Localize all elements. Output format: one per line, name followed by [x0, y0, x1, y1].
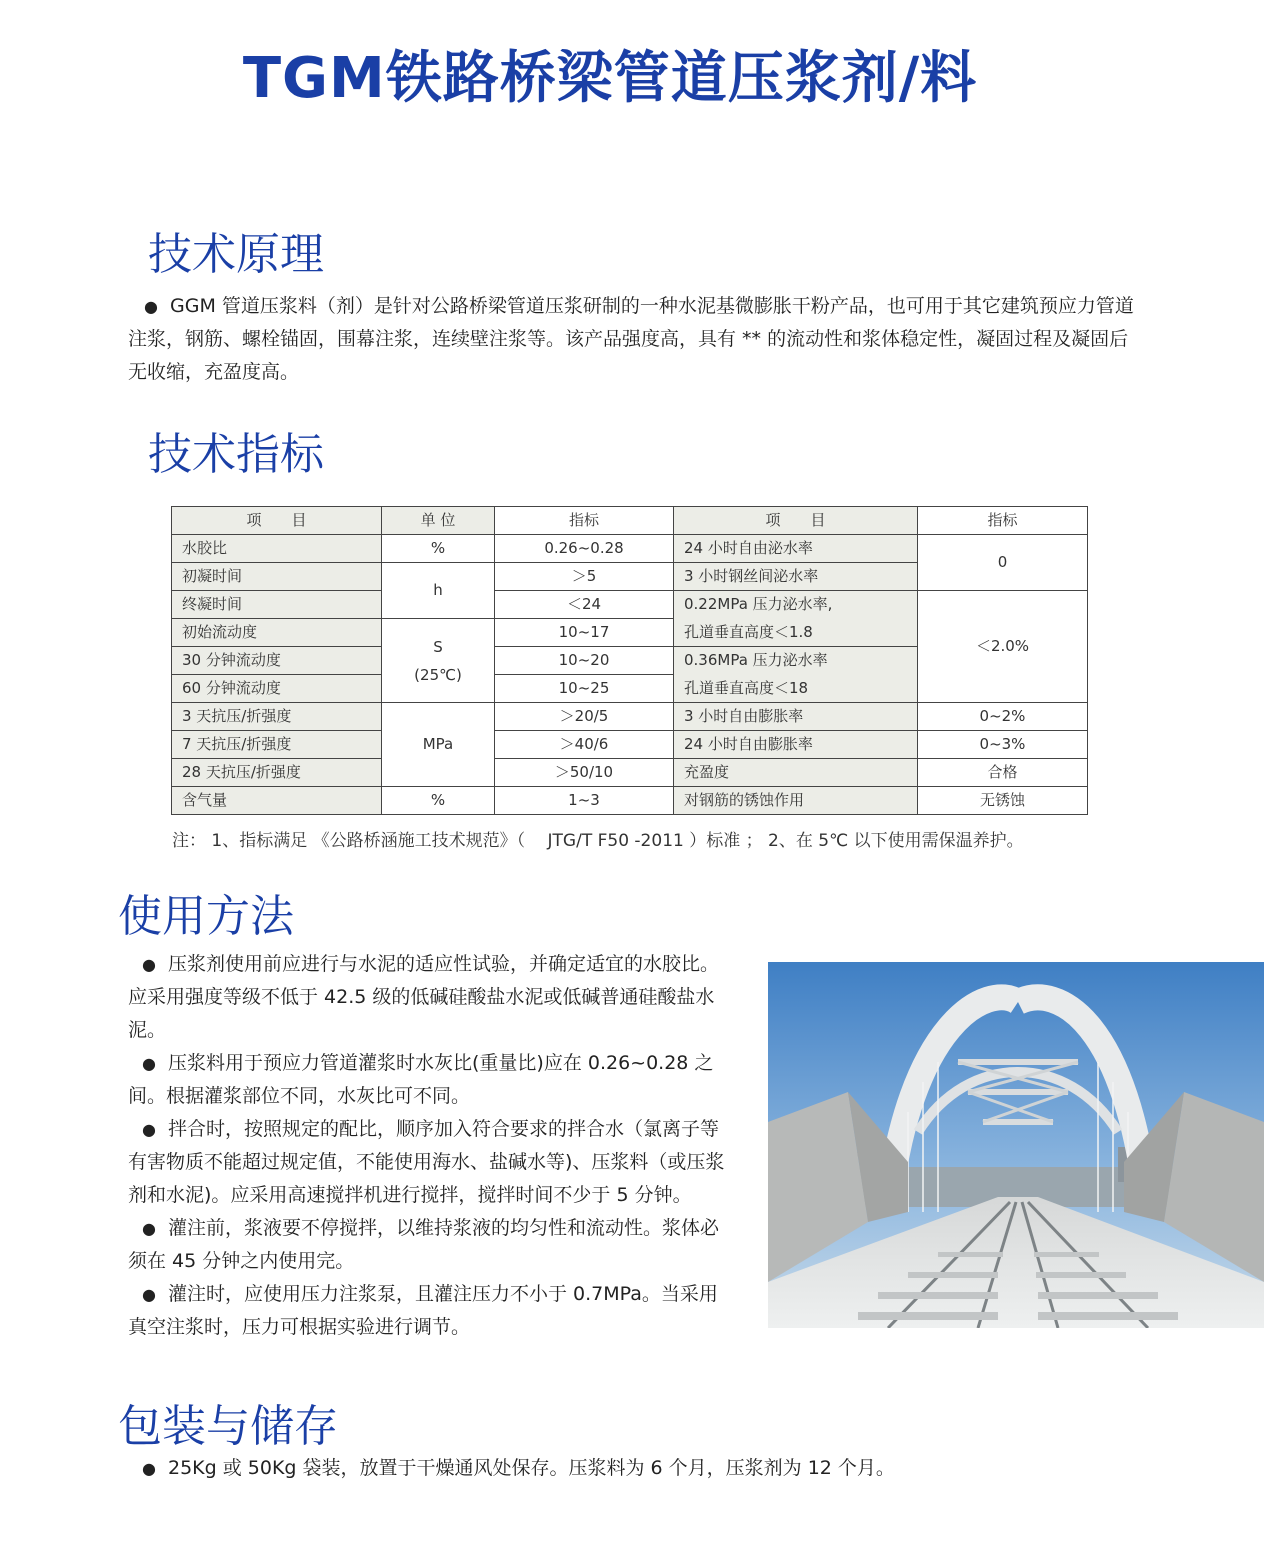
cell-item: 7 天抗压/折强度 [172, 731, 382, 759]
packaging-paragraph [128, 1452, 1128, 1485]
list-item: ● 拌合时，按照规定的配比，顺序加入符合要求的拌合水（氯离子等有害物质不能超过规定值，不能使用海水、盐碱水等)、压浆料（或压浆剂和水泥)。应采用高速搅拌机进行搅拌，搅拌时间不少于 5 分钟。 [128, 1113, 734, 1212]
cell-index: ＞5 [495, 563, 674, 591]
table-row [172, 535, 1088, 563]
cell-unit: % [382, 535, 495, 563]
cell-index: ＞40/6 [495, 731, 674, 759]
bullet-icon: ● [142, 1054, 156, 1073]
specs-heading: 技术指标 [148, 429, 324, 480]
table-header-row [172, 507, 1088, 535]
header-item2: 项 目 [674, 507, 918, 535]
cell-item2: 24 小时自由膨胀率 [674, 731, 918, 759]
cell-index2: 0~2% [918, 703, 1088, 731]
bullet-icon: ● [144, 297, 158, 316]
principle-heading: 技术原理 [148, 229, 324, 280]
cell-item: 初始流动度 [172, 619, 382, 647]
header-index2: 指标 [918, 507, 1088, 535]
cell-item: 含气量 [172, 787, 382, 815]
bullet-icon: ● [142, 955, 156, 974]
list-item: ● 压浆料用于预应力管道灌浆时水灰比(重量比)应在 0.26~0.28 之间。根据灌浆部位不同，水灰比可不同。 [128, 1047, 734, 1113]
bullet-icon: ● [142, 1120, 156, 1139]
packaging-text: 25Kg 或 50Kg 袋装，放置于干燥通风处保存。压浆料为 6 个月，压浆剂为 12 个月。 [168, 1457, 895, 1479]
cell-item2: 充盈度 [674, 759, 918, 787]
bullet-icon: ● [142, 1459, 156, 1478]
cell-item2: 孔道垂直高度＜1.8 [674, 619, 918, 647]
page-title: TGM铁路桥梁管道压浆剂/料 [242, 46, 978, 111]
cell-index2: 0~3% [918, 731, 1088, 759]
list-item: ● 灌注时，应使用压力注浆泵，且灌注压力不小于 0.7MPa。当采用真空注浆时，压力可根据实验进行调节。 [128, 1278, 734, 1344]
cell-item2: 孔道垂直高度＜18 [674, 675, 918, 703]
bridge-photo [768, 962, 1264, 1328]
cell-unit: MPa [382, 703, 495, 787]
cell-item2: 3 小时自由膨胀率 [674, 703, 918, 731]
cell-item2: 24 小时自由泌水率 [674, 535, 918, 563]
cell-unit-seconds [382, 619, 495, 703]
cell-unit: h [382, 563, 495, 619]
spec-table [171, 506, 1088, 815]
usage-list [128, 948, 734, 1344]
cell-unit: % [382, 787, 495, 815]
cell-item: 3 天抗压/折强度 [172, 703, 382, 731]
table-row [172, 703, 1088, 731]
cell-index: 10~25 [495, 675, 674, 703]
bullet-icon: ● [142, 1219, 156, 1238]
cell-index: 10~20 [495, 647, 674, 675]
cell-index: 1~3 [495, 787, 674, 815]
cell-index: ＞50/10 [495, 759, 674, 787]
cell-item2: 对钢筋的锈蚀作用 [674, 787, 918, 815]
table-row [172, 787, 1088, 815]
cell-item: 30 分钟流动度 [172, 647, 382, 675]
cell-item2: 0.36MPa 压力泌水率 [674, 647, 918, 675]
header-index: 指标 [495, 507, 674, 535]
table-note: 注： 1、指标满足 《公路桥涵施工技术规范》（ JTG/T F50 -2011 ）标准 ； 2、在 5℃ 以下使用需保温养护。 [172, 831, 1024, 851]
cell-index: ＜24 [495, 591, 674, 619]
cell-item: 终凝时间 [172, 591, 382, 619]
cell-index2: 无锈蚀 [918, 787, 1088, 815]
cell-item2: 3 小时钢丝间泌水率 [674, 563, 918, 591]
bullet-icon: ● [142, 1285, 156, 1304]
table-row [172, 759, 1088, 787]
cell-item: 28 天抗压/折强度 [172, 759, 382, 787]
cell-index: ＞20/5 [495, 703, 674, 731]
principle-text: GGM 管道压浆料（剂）是针对公路桥梁管道压浆研制的一种水泥基微膨胀干粉产品，也可用于其它建筑预应力管道注浆，钢筋、螺栓锚固，围幕注浆，连续壁注浆等。该产品强度高，具有 ** 的流动性和浆体稳定性，凝固过程及凝固后无收缩，充盈度高。 [128, 295, 1134, 383]
packaging-heading: 包装与储存 [118, 1401, 338, 1452]
table-row [172, 731, 1088, 759]
cell-index: 0.26~0.28 [495, 535, 674, 563]
header-unit: 单 位 [382, 507, 495, 535]
cell-bleed-zero: 0 [918, 535, 1088, 591]
cell-item2: 0.22MPa 压力泌水率, [674, 591, 918, 619]
cell-index2: 合格 [918, 759, 1088, 787]
table-row [172, 591, 1088, 619]
cell-index: 10~17 [495, 619, 674, 647]
cell-item: 水胶比 [172, 535, 382, 563]
cell-item: 初凝时间 [172, 563, 382, 591]
cell-item: 60 分钟流动度 [172, 675, 382, 703]
cell-pressure-bleed: ＜2.0% [918, 591, 1088, 703]
principle-paragraph [128, 290, 1138, 389]
list-item: ● 灌注前，浆液要不停搅拌，以维持浆液的均匀性和流动性。浆体必须在 45 分钟之内使用完。 [128, 1212, 734, 1278]
list-item: ● 压浆剂使用前应进行与水泥的适应性试验，并确定适宜的水胶比。应采用强度等级不低于 42.5 级的低碱硅酸盐水泥或低碱普通硅酸盐水泥。 [128, 948, 734, 1047]
unit-temperature: (25℃) [414, 665, 462, 684]
header-item: 项 目 [172, 507, 382, 535]
usage-heading: 使用方法 [118, 891, 294, 942]
unit-seconds: S [433, 637, 443, 656]
